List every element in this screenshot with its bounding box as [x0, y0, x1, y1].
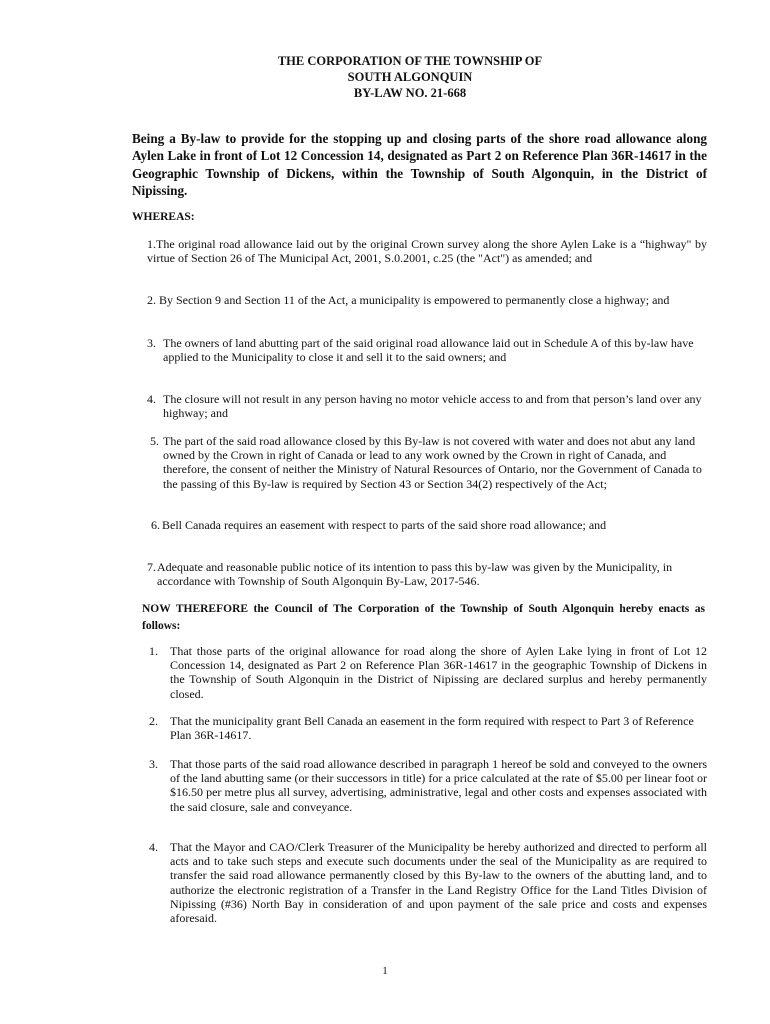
whereas-item-text: Bell Canada requires an easement with respect to parts of the said shore road allowance; and [162, 518, 607, 532]
enactment-item-4 [149, 840, 707, 925]
enacting-clause: NOW THEREFORE the Council of The Corporation of the Township of South Algonquin hereby enacts as follows: [142, 603, 705, 632]
whereas-item-3 [147, 336, 707, 364]
whereas-item-1 [147, 237, 707, 265]
enactment-item-number: 3. [149, 757, 158, 771]
bylaw-purpose: Being a By-law to provide for the stopping up and closing parts of the shore road allowance along Aylen Lake in front of Lot 12 Concession 14, designated as Part 2 on Reference Plan 36R-14617 in the Geographic Township of Dickens, within the Township of South Algonquin, in the District of Nipissing. [132, 131, 707, 198]
title-line-3: BY-LAW NO. 21-668 [353, 86, 467, 100]
whereas-item-text: 1.The original road allowance laid out by the original Crown survey along the shore Aylen Lake is a “highway" by virtue of Section 26 of The Municipal Act, 2001, S.0.2001, c.25 (the "Act") as amended; and [147, 237, 707, 266]
page-number: 1 [382, 965, 388, 977]
whereas-item-number: 3. [147, 336, 156, 350]
document-title [130, 53, 690, 101]
whereas-item-5 [150, 434, 702, 491]
whereas-item-number: 4. [147, 392, 156, 406]
whereas-item-number: 5. [150, 434, 159, 448]
enactment-item-number: 4. [149, 840, 158, 854]
enactment-item-3 [149, 757, 707, 814]
whereas-item-text: The part of the said road allowance closed by this By-law is not covered with water and does not abut any land owned by the Crown in right of Canada or lead to any work owned by the Crown in right of Canada, and therefore, the consent of neither the Ministry of Natural Resources of Ontario, nor the Government of Canada to the passing of this By-law is required by Section 43 or Section 34(2) respectively of the Act; [163, 434, 702, 491]
whereas-item-text: The closure will not result in any person having no motor vehicle access to and from that person’s land over any highway; and [163, 392, 702, 421]
enactment-item-text: That those parts of the original allowance for road along the shore of Aylen Lake lying in front of Lot 12 Concession 14, designated as Part 2 on Reference Plan 36R-14617 in the geographic Township of Dickens in the Township of South Algonquin in the District of Nipissing are declared surplus and hereby permanently closed. [170, 644, 707, 701]
enactment-item-text: That the municipality grant Bell Canada an easement in the form required with respect to Part 3 of Reference Plan 36R-14617. [170, 714, 694, 743]
title-line-1: THE CORPORATION OF THE TOWNSHIP OF [277, 54, 543, 68]
enactment-item-text: That the Mayor and CAO/Clerk Treasurer of the Municipality be hereby authorized and directed to perform all acts and to take such steps and execute such documents under the seal of the Municipality as are required to transfer the said road allowance permanently closed by this By-law to the owners of the abutting land, and to authorize the electronic registration of a Transfer in the Land Registry Office for the Land Titles Division of Nipissing (#36) North Bay in consideration of and upon payment of the sale price and costs and expenses aforesaid. [170, 840, 707, 926]
enactment-item-number: 1. [149, 644, 158, 658]
enactment-item-number: 2. [149, 714, 158, 728]
whereas-item-number: 6. [151, 518, 160, 532]
whereas-item-text: The owners of land abutting part of the said original road allowance laid out in Schedule A of this by-law have applied to the Municipality to close it and sell it to the said owners; and [163, 336, 694, 365]
whereas-item-number: 7. [147, 560, 156, 574]
title-line-2: SOUTH ALGONQUIN [347, 70, 473, 84]
enactment-item-text: That those parts of the said road allowance described in paragraph 1 hereof be sold and conveyed to the owners of the land abutting same (or their successors in title) for a price calculated at the rate of $5.00 per linear foot or $16.50 per metre plus all survey, advertising, administrative, legal and other costs and expenses associated with the said closure, sale and conveyance. [170, 757, 707, 814]
whereas-item-2 [147, 293, 707, 307]
enactment-item-2 [149, 714, 707, 742]
whereas-item-text: Adequate and reasonable public notice of its intention to pass this by-law was given by the Municipality, in accordance with Township of South Algonquin By-Law, 2017-546. [157, 560, 673, 589]
whereas-item-4 [147, 392, 707, 420]
whereas-item-6 [151, 518, 707, 532]
enactment-item-1 [149, 644, 707, 701]
whereas-heading: WHEREAS: [132, 211, 195, 223]
whereas-item-text: 2. By Section 9 and Section 11 of the Act, a municipality is empowered to permanently close a highway; and [147, 293, 670, 307]
whereas-item-7 [147, 560, 707, 588]
